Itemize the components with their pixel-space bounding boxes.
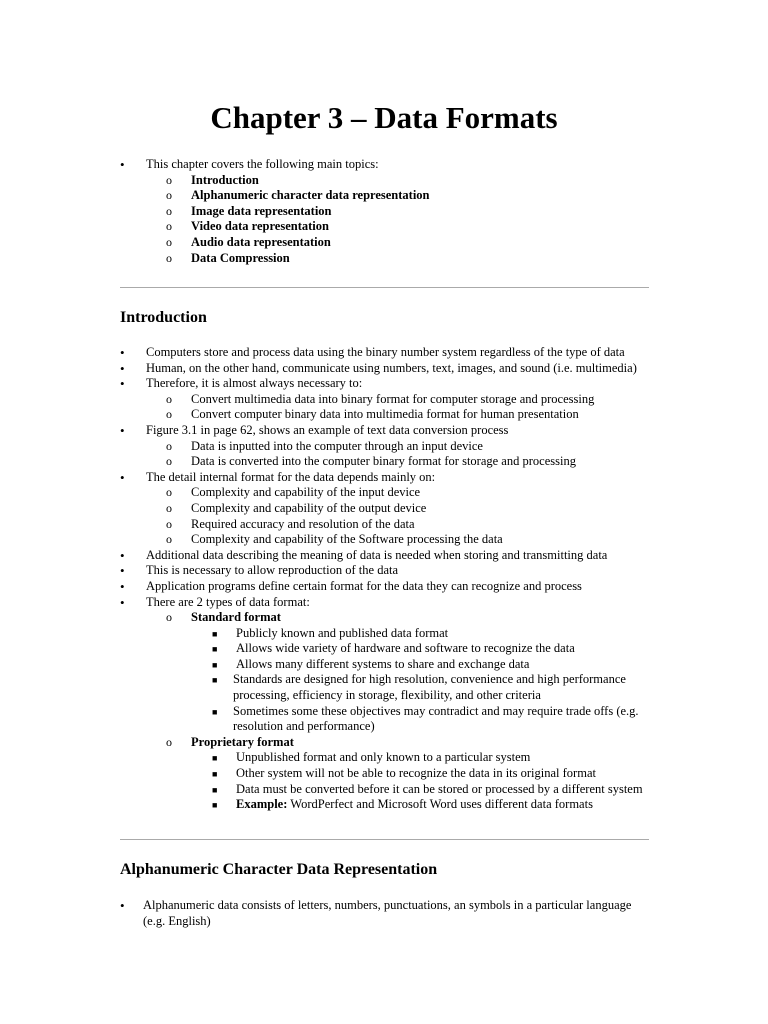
list-item	[0, 563, 648, 579]
circle-bullet-icon: o	[166, 203, 172, 218]
list-item	[0, 548, 648, 564]
sub-list-item	[0, 517, 648, 533]
example-label: Example:	[236, 797, 288, 812]
bullet-icon: •	[120, 469, 125, 485]
square-bullet-icon: ■	[212, 769, 218, 780]
list-item-text: Data is converted into the computer binary format for storage and processing	[191, 454, 576, 469]
topic-item	[0, 235, 430, 251]
list-item-text: Human, on the other hand, communicate using numbers, text, images, and sound (i.e. multimedia)	[146, 360, 637, 375]
list-item-text: This is necessary to allow reproduction of the data	[146, 563, 399, 578]
alphanumeric-list	[0, 898, 641, 929]
introduction-list	[0, 345, 648, 813]
circle-bullet-icon: o	[166, 532, 172, 547]
sub-list-item	[0, 735, 648, 751]
list-item	[0, 470, 648, 486]
sub-list-item	[0, 610, 648, 626]
bullet-icon: •	[120, 376, 125, 392]
list-item-text: Additional data describing the meaning of data is needed when storing and transmitting data	[146, 547, 608, 562]
topic-item	[0, 204, 430, 220]
list-item	[0, 579, 648, 595]
list-item	[0, 898, 641, 929]
topic-label: Video data representation	[191, 219, 329, 234]
section-heading-alphanumeric: Alphanumeric Character Data Representation	[120, 861, 438, 878]
sub-sub-list-item	[0, 626, 648, 642]
topic-label: Alphanumeric character data representation	[191, 188, 430, 203]
sub-sub-list-item	[0, 657, 648, 673]
sub-sub-list-item	[0, 704, 648, 735]
page-title: Chapter 3 – Data Formats	[210, 100, 558, 135]
circle-bullet-icon: o	[166, 391, 172, 406]
sub-sub-list-item	[0, 641, 648, 657]
square-bullet-icon: ■	[212, 784, 218, 795]
circle-bullet-icon: o	[166, 219, 172, 234]
list-item-text: Therefore, it is almost always necessary to:	[146, 376, 363, 391]
list-item	[0, 345, 648, 361]
circle-bullet-icon: o	[166, 188, 172, 203]
list-item-text: Unpublished format and only known to a particular system	[236, 750, 531, 765]
list-item	[0, 376, 648, 392]
sub-list-item	[0, 454, 648, 470]
sub-list-item	[0, 407, 648, 423]
circle-bullet-icon: o	[166, 250, 172, 265]
list-item-text: Computers store and process data using the binary number system regardless of the type of data	[146, 345, 625, 359]
bullet-icon: •	[120, 360, 125, 376]
list-item	[0, 423, 648, 439]
bullet-icon: •	[120, 578, 125, 594]
circle-bullet-icon: o	[166, 234, 172, 249]
circle-bullet-icon: o	[166, 407, 172, 422]
sub-sub-list-item	[0, 750, 648, 766]
circle-bullet-icon: o	[166, 485, 172, 500]
circle-bullet-icon: o	[166, 500, 172, 515]
topics-intro: This chapter covers the following main topics:	[146, 157, 379, 171]
bullet-icon: •	[120, 422, 125, 438]
bullet-icon: •	[120, 547, 125, 563]
square-bullet-icon: ■	[212, 706, 218, 717]
list-item-text: Convert multimedia data into binary format for computer storage and processing	[191, 391, 595, 406]
sub-sub-list-item	[0, 766, 648, 782]
sub-list-item	[0, 439, 648, 455]
topic-item	[0, 251, 430, 267]
list-item-text: Data is inputted into the computer through an input device	[191, 438, 483, 453]
sub-list-item	[0, 392, 648, 408]
circle-bullet-icon: o	[166, 734, 172, 749]
bullet-icon: •	[120, 157, 125, 172]
section-heading-introduction: Introduction	[120, 309, 207, 326]
circle-bullet-icon: o	[166, 172, 172, 187]
list-item-text: Application programs define certain format for the data they can recognize and process	[146, 578, 582, 593]
bullet-icon: •	[120, 898, 125, 913]
list-item-text: Standards are designed for high resolution, convenience and high performance processing, efficiency in storage, flexibility, and other criteria	[233, 672, 626, 703]
list-item	[0, 595, 648, 611]
topic-label: Audio data representation	[191, 234, 331, 249]
circle-bullet-icon: o	[166, 438, 172, 453]
circle-bullet-icon: o	[166, 610, 172, 625]
list-item-text: Publicly known and published data format	[236, 625, 449, 640]
example-text: WordPerfect and Microsoft Word uses different data formats	[287, 797, 593, 812]
list-item-text: Complexity and capability of the output device	[191, 500, 427, 515]
list-item-text: There are 2 types of data format:	[146, 594, 310, 609]
list-item-text: Figure 3.1 in page 62, shows an example of text data conversion process	[146, 422, 509, 437]
section-divider	[120, 287, 649, 288]
list-item-text: Alphanumeric data consists of letters, numbers, punctuations, an symbols in a particular language (e.g. English)	[143, 898, 632, 928]
list-item-text: Other system will not be able to recognize the data in its original format	[236, 766, 596, 781]
topic-item	[0, 173, 430, 189]
list-item-text: The detail internal format for the data depends mainly on:	[146, 469, 436, 484]
circle-bullet-icon: o	[166, 516, 172, 531]
list-item-text: Complexity and capability of the Software processing the data	[191, 532, 503, 547]
topic-label: Data Compression	[191, 250, 290, 265]
square-bullet-icon: ■	[212, 753, 218, 764]
sub-sub-list-item	[0, 797, 648, 813]
format-type-label: Proprietary format	[191, 734, 294, 749]
topic-label: Image data representation	[191, 203, 332, 218]
list-item-text: Sometimes some these objectives may contradict and may require trade offs (e.g. resolution and performance)	[233, 703, 639, 734]
list-item-text: Allows wide variety of hardware and software to recognize the data	[236, 641, 575, 656]
sub-sub-list-item	[0, 782, 648, 798]
square-bullet-icon: ■	[212, 644, 218, 655]
topics-list	[0, 157, 430, 266]
topic-label: Introduction	[191, 172, 259, 187]
square-bullet-icon: ■	[212, 675, 218, 686]
list-item-text: Data must be converted before it can be stored or processed by a different system	[236, 781, 643, 796]
list-item-text: Required accuracy and resolution of the data	[191, 516, 415, 531]
sub-list-item	[0, 501, 648, 517]
list-item	[0, 361, 648, 377]
square-bullet-icon: ■	[212, 659, 218, 670]
bullet-icon: •	[120, 563, 125, 579]
format-type-label: Standard format	[191, 610, 281, 625]
sub-list-item	[0, 532, 648, 548]
square-bullet-icon: ■	[212, 800, 218, 811]
topic-item	[0, 219, 430, 235]
bullet-icon: •	[120, 594, 125, 610]
list-item-text: Convert computer binary data into multimedia format for human presentation	[191, 407, 579, 422]
square-bullet-icon: ■	[212, 628, 218, 639]
topic-item	[0, 188, 430, 204]
circle-bullet-icon: o	[166, 454, 172, 469]
list-item-text: Allows many different systems to share and exchange data	[236, 656, 530, 671]
list-item-text: Complexity and capability of the input device	[191, 485, 421, 500]
sub-list-item	[0, 485, 648, 501]
list-item	[0, 157, 430, 173]
sub-sub-list-item	[0, 672, 648, 703]
bullet-icon: •	[120, 345, 125, 360]
section-divider	[120, 839, 649, 840]
